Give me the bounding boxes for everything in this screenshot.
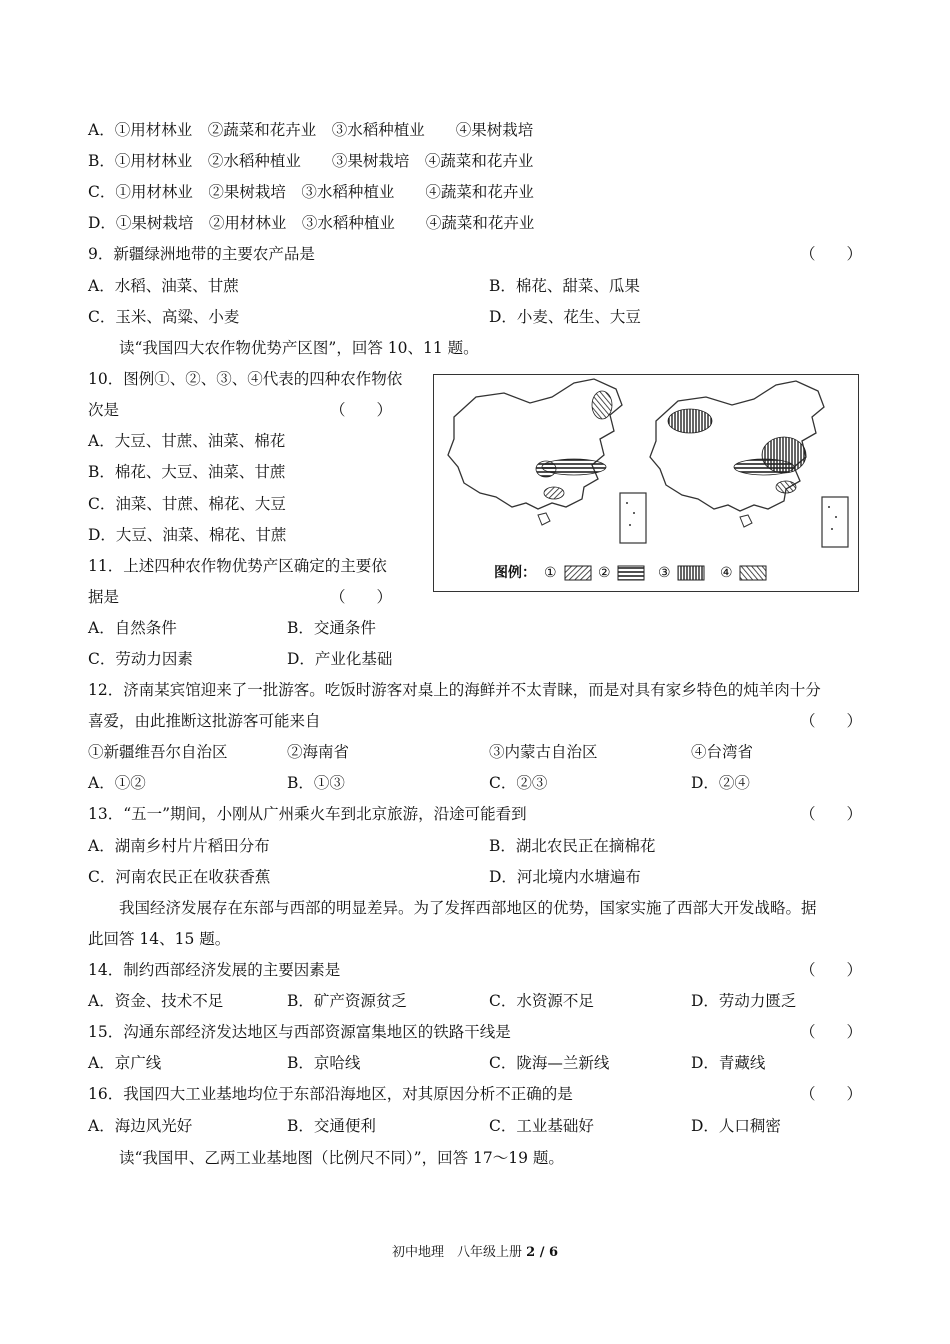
right-map-hainan bbox=[740, 515, 752, 527]
q10-stem-line2: 次是 bbox=[88, 401, 120, 419]
q12-stem-line1: 12．济南某宾馆迎来了一批游客。吃饭时游客对桌上的海鲜并不太青睐，而是对具有家乡特色的炖羊肉十分 bbox=[88, 681, 821, 699]
left-inset-box bbox=[620, 493, 646, 543]
footer-page-number: 2 / 6 bbox=[526, 1245, 559, 1260]
q12-item-1: ①新疆维吾尔自治区 bbox=[88, 743, 228, 761]
legend-swatch-4 bbox=[740, 566, 766, 580]
left-region-northeast bbox=[592, 391, 612, 419]
q14-stem: 14．制约西部经济发展的主要因素是 bbox=[88, 961, 341, 979]
q12-option-d: D．②④ bbox=[691, 774, 750, 792]
crop-region-map-figure bbox=[433, 374, 859, 592]
q16-option-b: B．交通便利 bbox=[287, 1117, 376, 1135]
q10-option-b: B．棉花、大豆、油菜、甘蔗 bbox=[88, 463, 286, 481]
q10-stem-line1: 10．图例①、②、③、④代表的四种农作物依 bbox=[88, 370, 403, 388]
page-footer bbox=[0, 1244, 950, 1262]
q12-option-c: C．②③ bbox=[489, 774, 548, 792]
legend-item-1: ① bbox=[544, 565, 557, 581]
q15-option-d: D．青藏线 bbox=[691, 1054, 766, 1072]
q9-option-d: D．小麦、花生、大豆 bbox=[489, 308, 641, 326]
legend-swatch-2 bbox=[618, 566, 644, 580]
q15-stem: 15．沟通东部经济发达地区与西部资源富集地区的铁路干线是 bbox=[88, 1023, 511, 1041]
q8-option-b: B．①用材林业 ②水稻种植业 ③果树栽培 ④蔬菜和花卉业 bbox=[88, 152, 534, 170]
left-region-sichuan bbox=[536, 461, 556, 477]
q11-stem-line1: 11．上述四种农作物优势产区确定的主要依 bbox=[88, 557, 387, 575]
q13-option-b: B．湖北农民正在摘棉花 bbox=[489, 837, 656, 855]
q16-option-d: D．人口稠密 bbox=[691, 1117, 781, 1135]
q13-stem: 13．“五一”期间，小刚从广州乘火车到北京旅游，沿途可能看到 bbox=[88, 805, 527, 823]
china-maps-drawing bbox=[434, 375, 858, 591]
intro-17-19: 读“我国甲、乙两工业基地图（比例尺不同）”，回答 17～19 题。 bbox=[119, 1149, 564, 1167]
q13-option-c: C．河南农民正在收获香蕉 bbox=[88, 868, 271, 886]
right-region-south bbox=[776, 481, 796, 493]
q10-answer-paren: （ ） bbox=[330, 401, 393, 419]
q13-option-d: D．河北境内水塘遍布 bbox=[489, 868, 641, 886]
legend-swatch-1 bbox=[565, 566, 591, 580]
q8-option-d: D．①果树栽培 ②用材林业 ③水稻种植业 ④蔬菜和花卉业 bbox=[88, 214, 535, 232]
q13-option-a: A．湖南乡村片片稻田分布 bbox=[88, 837, 270, 855]
intro-14-15-line2: 此回答 14、15 题。 bbox=[88, 930, 231, 948]
q9-option-c: C．玉米、高粱、小麦 bbox=[88, 308, 240, 326]
q11-option-c: C．劳动力因素 bbox=[88, 650, 193, 668]
q15-answer-paren: （ ） bbox=[800, 1023, 863, 1041]
q14-option-d: D．劳动力匮乏 bbox=[691, 992, 797, 1010]
left-map-hainan bbox=[538, 513, 550, 525]
q9-option-b: B．棉花、甜菜、瓜果 bbox=[489, 277, 640, 295]
q8-option-a: A．①用材林业 ②蔬菜和花卉业 ③水稻种植业 ④果树栽培 bbox=[88, 121, 534, 139]
q10-option-a: A．大豆、甘蔗、油菜、棉花 bbox=[88, 432, 286, 450]
legend-swatch-3 bbox=[678, 566, 704, 580]
q12-item-2: ②海南省 bbox=[287, 743, 350, 761]
right-region-yangtze bbox=[734, 459, 794, 475]
right-inset-box bbox=[822, 497, 848, 547]
left-region-guangxi bbox=[544, 487, 564, 499]
q15-option-a: A．京广线 bbox=[88, 1054, 162, 1072]
q14-option-a: A．资金、技术不足 bbox=[88, 992, 224, 1010]
legend-item-2: ② bbox=[598, 565, 611, 581]
intro-14-15-line1: 我国经济发展存在东部与西部的明显差异。为了发挥西部地区的优势，国家实施了西部大开发战略。据 bbox=[119, 899, 817, 917]
q16-stem: 16．我国四大工业基地均位于东部沿海地区，对其原因分析不正确的是 bbox=[88, 1085, 573, 1103]
q16-answer-paren: （ ） bbox=[800, 1085, 863, 1103]
q11-stem-line2: 据是 bbox=[88, 588, 120, 606]
q16-option-c: C．工业基础好 bbox=[489, 1117, 594, 1135]
q11-option-b: B．交通条件 bbox=[287, 619, 376, 637]
q14-option-c: C．水资源不足 bbox=[489, 992, 594, 1010]
q12-option-a: A．①② bbox=[88, 774, 146, 792]
legend-item-3: ③ bbox=[658, 565, 671, 581]
footer-text: 初中地理 八年级上册 bbox=[391, 1245, 527, 1260]
q9-option-a: A．水稻、油菜、甘蔗 bbox=[88, 277, 239, 295]
q9-answer-paren: （ ） bbox=[800, 245, 863, 263]
q12-answer-paren: （ ） bbox=[800, 712, 863, 730]
intro-10-11: 读“我国四大农作物优势产区图”，回答 10、11 题。 bbox=[119, 339, 479, 357]
q14-option-b: B．矿产资源贫乏 bbox=[287, 992, 407, 1010]
q13-answer-paren: （ ） bbox=[800, 805, 863, 823]
q12-stem-line2: 喜爱，由此推断这批游客可能来自 bbox=[88, 712, 321, 730]
legend-item-4: ④ bbox=[720, 565, 733, 581]
q12-item-3: ③内蒙古自治区 bbox=[489, 743, 598, 761]
q12-item-4: ④台湾省 bbox=[691, 743, 754, 761]
legend-label: 图例： bbox=[494, 565, 536, 581]
q14-answer-paren: （ ） bbox=[800, 961, 863, 979]
q11-answer-paren: （ ） bbox=[330, 588, 393, 606]
q11-option-d: D．产业化基础 bbox=[287, 650, 393, 668]
q15-option-b: B．京哈线 bbox=[287, 1054, 361, 1072]
q15-option-c: C．陇海—兰新线 bbox=[489, 1054, 610, 1072]
q11-option-a: A．自然条件 bbox=[88, 619, 177, 637]
right-region-xinjiang bbox=[668, 409, 712, 433]
q16-option-a: A．海边风光好 bbox=[88, 1117, 193, 1135]
q9-stem: 9．新疆绿洲地带的主要农产品是 bbox=[88, 245, 315, 263]
q10-option-c: C．油菜、甘蔗、棉花、大豆 bbox=[88, 495, 286, 513]
q12-option-b: B．①③ bbox=[287, 774, 345, 792]
q10-option-d: D．大豆、油菜、棉花、甘蔗 bbox=[88, 526, 287, 544]
q8-option-c: C．①用材林业 ②果树栽培 ③水稻种植业 ④蔬菜和花卉业 bbox=[88, 183, 534, 201]
